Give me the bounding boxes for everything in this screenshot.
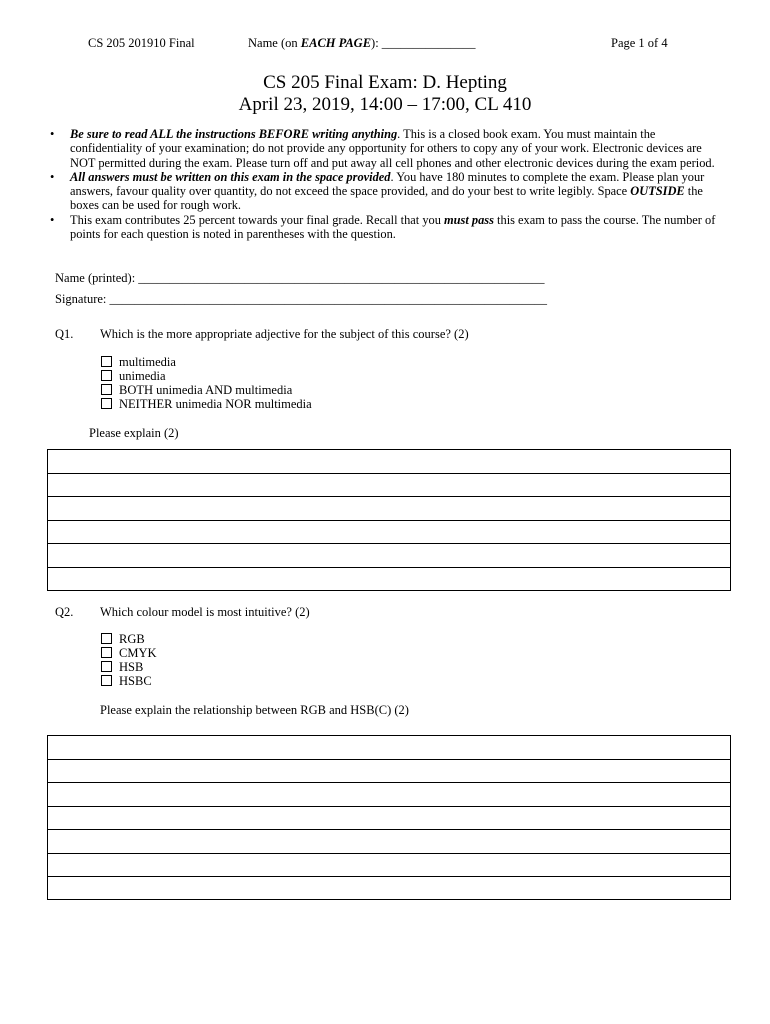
instruction-text: . This is a closed book exam. You must maintain the confidentiality of your examination; do not provide any opportunity for others to copy any of your work. Electronic devices are NOT permitted during the exam. Please turn off and put away all cell phones and other electronic devices during the exam period.	[70, 127, 715, 170]
answer-line	[48, 830, 730, 854]
instructions-list	[48, 127, 728, 241]
q1-option[interactable]	[101, 355, 312, 369]
q1-number: Q1.	[55, 327, 74, 341]
exam-title: CS 205 Final Exam: D. Hepting	[263, 72, 507, 93]
answer-line	[48, 474, 730, 498]
answer-line	[48, 450, 730, 474]
q2-question: Which colour model is most intuitive? (2)	[100, 605, 310, 619]
q1-option[interactable]	[101, 369, 312, 383]
header-name-prefix: Name (on	[248, 36, 301, 50]
answer-line	[48, 521, 730, 545]
header-page-number: Page 1 of 4	[611, 36, 668, 50]
answer-line	[48, 568, 730, 592]
q1-question: Which is the more appropriate adjective for the subject of this course? (2)	[100, 327, 469, 341]
instruction-emphasis: OUTSIDE	[630, 184, 685, 199]
header-name-emphasis: EACH PAGE	[300, 36, 372, 50]
checkbox-icon[interactable]	[101, 633, 112, 644]
instruction-text: the boxes can be used for rough work.	[70, 184, 703, 213]
q2-options	[101, 632, 157, 688]
instruction-item	[48, 213, 728, 242]
q2-option-label: HSB	[119, 660, 144, 674]
checkbox-icon[interactable]	[101, 647, 112, 658]
q2-explain-prompt: Please explain the relationship between RGB and HSB(C) (2)	[100, 703, 409, 717]
signature-field[interactable]: Signature: ______________________________________________________________________	[55, 292, 548, 306]
q2-option[interactable]	[101, 660, 157, 674]
q1-option-label: NEITHER unimedia NOR multimedia	[119, 397, 312, 411]
header-name-field	[248, 36, 476, 51]
name-printed-field[interactable]: Name (printed): _________________________________________________________________	[55, 271, 545, 285]
exam-date: April 23, 2019, 14:00 – 17:00, CL 410	[238, 94, 532, 115]
checkbox-icon[interactable]	[101, 356, 112, 367]
instruction-item	[48, 170, 728, 213]
q1-option-label: unimedia	[119, 369, 166, 383]
q1-answer-box[interactable]	[47, 449, 731, 591]
answer-line	[48, 877, 730, 901]
answer-line	[48, 736, 730, 760]
q2-option-label: RGB	[119, 632, 145, 646]
q1-option[interactable]	[101, 383, 312, 397]
q1-option-label: BOTH unimedia AND multimedia	[119, 383, 293, 397]
instruction-emphasis: All answers must be written on this exam in the space provided	[70, 169, 391, 184]
answer-line	[48, 497, 730, 521]
q2-option-label: CMYK	[119, 646, 157, 660]
q2-answer-box[interactable]	[47, 735, 731, 900]
answer-line	[48, 807, 730, 831]
checkbox-icon[interactable]	[101, 384, 112, 395]
q2-option[interactable]	[101, 632, 157, 646]
instruction-text: . You have 180 minutes to complete the exam. Please plan your answers, favour quality over quantity, do not exceed the space provided, and do your best to write legibly. Space	[70, 169, 705, 199]
q2-option-label: HSBC	[119, 674, 152, 688]
instruction-item	[48, 127, 728, 170]
q1-option[interactable]	[101, 397, 312, 411]
instruction-text: This exam contributes 25 percent towards your final grade. Recall that you	[70, 212, 445, 227]
q2-option[interactable]	[101, 674, 157, 688]
checkbox-icon[interactable]	[101, 370, 112, 381]
q1-options	[101, 355, 312, 411]
instruction-emphasis: must pass	[444, 212, 494, 227]
header-name-suffix: ): _______________	[371, 36, 476, 50]
answer-line	[48, 760, 730, 784]
q1-explain-prompt: Please explain (2)	[89, 426, 179, 440]
instruction-text: this exam to pass the course. The number of points for each question is noted in parentheses with the question.	[70, 212, 716, 242]
answer-line	[48, 783, 730, 807]
q2-option[interactable]	[101, 646, 157, 660]
checkbox-icon[interactable]	[101, 675, 112, 686]
header-course: CS 205 201910 Final	[88, 36, 195, 50]
q2-number: Q2.	[55, 605, 74, 619]
q1-option-label: multimedia	[119, 355, 176, 369]
checkbox-icon[interactable]	[101, 661, 112, 672]
instruction-emphasis: Be sure to read ALL the instructions BEFORE writing anything	[70, 127, 398, 141]
answer-line	[48, 854, 730, 878]
answer-line	[48, 544, 730, 568]
checkbox-icon[interactable]	[101, 398, 112, 409]
